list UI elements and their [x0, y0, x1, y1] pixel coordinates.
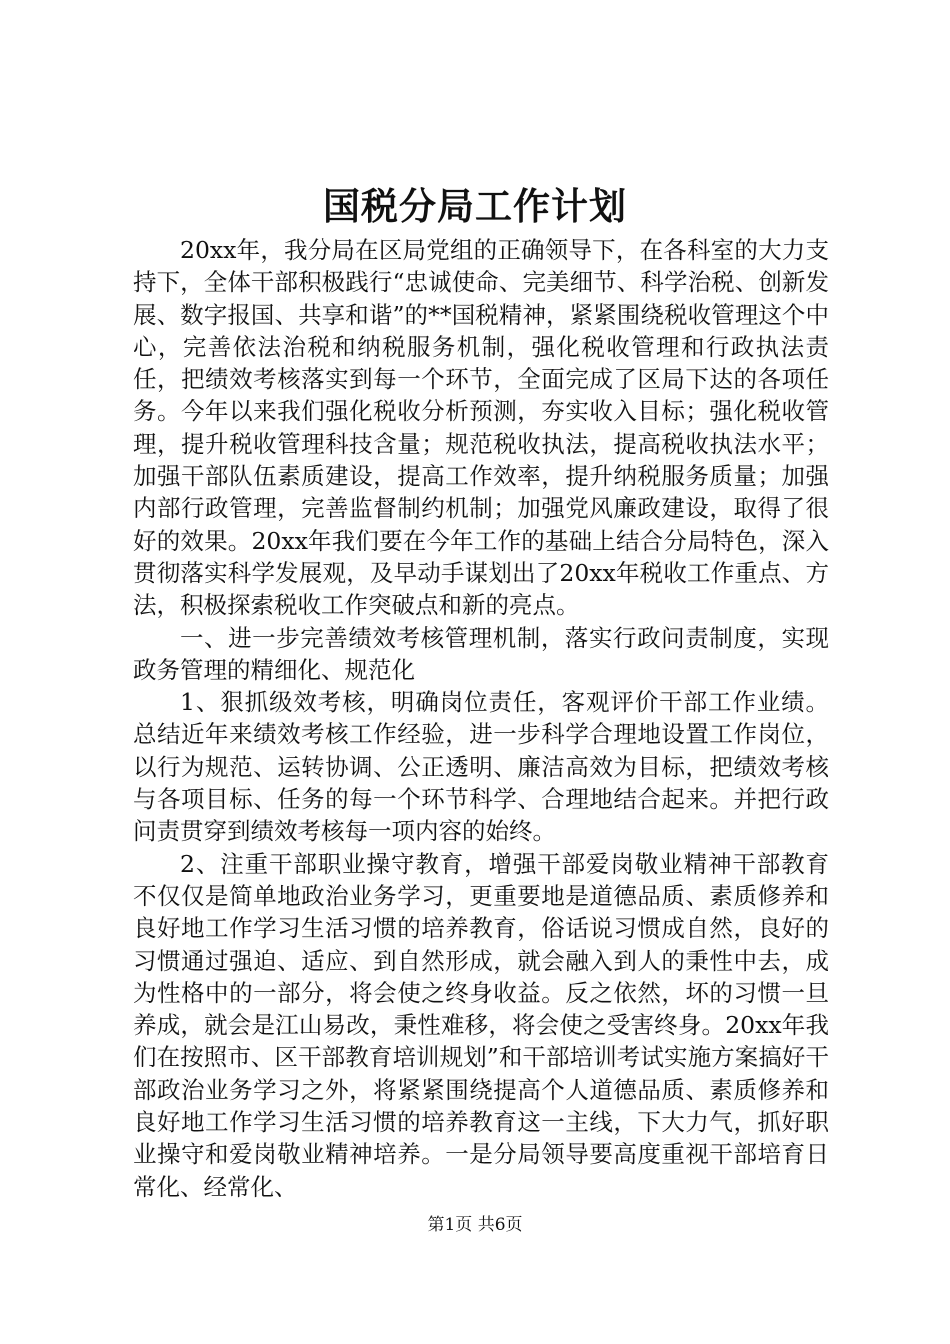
- paragraph-item-1: 1、狠抓级效考核，明确岗位责任，客观评价干部工作业绩。总结近年来绩效考核工作经验，进一步科学合理地设置工作岗位，以行为规范、运转协调、公正透明、廉洁高效为目标，把绩效考核与各项目标、任务的每一个环节科学、合理地结合起来。并把行政问责贯穿到绩效考核每一项内容的始终。: [133, 688, 829, 846]
- page-footer: 第1页 共6页: [427, 1215, 523, 1235]
- document-title: 国税分局工作计划: [323, 184, 627, 228]
- document-body: [133, 234, 829, 1203]
- paragraph-intro: 20xx年，我分局在区局党组的正确领导下，在各科室的大力支持下，全体干部积极践行“忠诚使命、完美细节、科学治税、创新发展、数字报国、共享和谐”的**国税精神，紧紧围绕税收管理这个中心，完善依法治税和纳税服务机制，强化税收管理和行政执法责任，把绩效考核落实到每一个环节，全面完成了区局下达的各项任务。今年以来我们强化税收分析预测，夯实收入目标；强化税收管理，提升税收管理科技含量；规范税收执法，提高税收执法水平；加强干部队伍素质建设，提高工作效率，提升纳税服务质量；加强内部行政管理，完善监督制约机制；加强党风廉政建设，取得了很好的效果。20xx年我们要在今年工作的基础上结合分局特色，深入贯彻落实科学发展观，及早动手谋划出了20xx年税收工作重点、方法，积极探索税收工作突破点和新的亮点。: [133, 236, 829, 620]
- paragraph-item-2: 2、注重干部职业操守教育，增强干部爱岗敬业精神干部教育不仅仅是简单地政治业务学习，更重要地是道德品质、素质修养和良好地工作学习生活习惯的培养教育，俗话说习惯成自然，良好的习惯通过强迫、适应、到自然形成，就会融入到人的秉性中去，成为性格中的一部分，将会使之终身收益。反之依然，坏的习惯一旦养成，就会是江山易改，秉性难移，将会使之受害终身。20xx年我们在按照市、区干部教育培训规划”和干部培训考试实施方案搞好干部政治业务学习之外，将紧紧围绕提高个人道德品质、素质修养和良好地工作学习生活习惯的培养教育这一主线，下大力气，抓好职业操守和爱岗敬业精神培养。一是分局领导要高度重视干部培育日常化、经常化、: [133, 849, 829, 1201]
- section-heading-1: 一、进一步完善绩效考核管理机制，落实行政问责制度，实现政务管理的精细化、规范化: [133, 623, 829, 684]
